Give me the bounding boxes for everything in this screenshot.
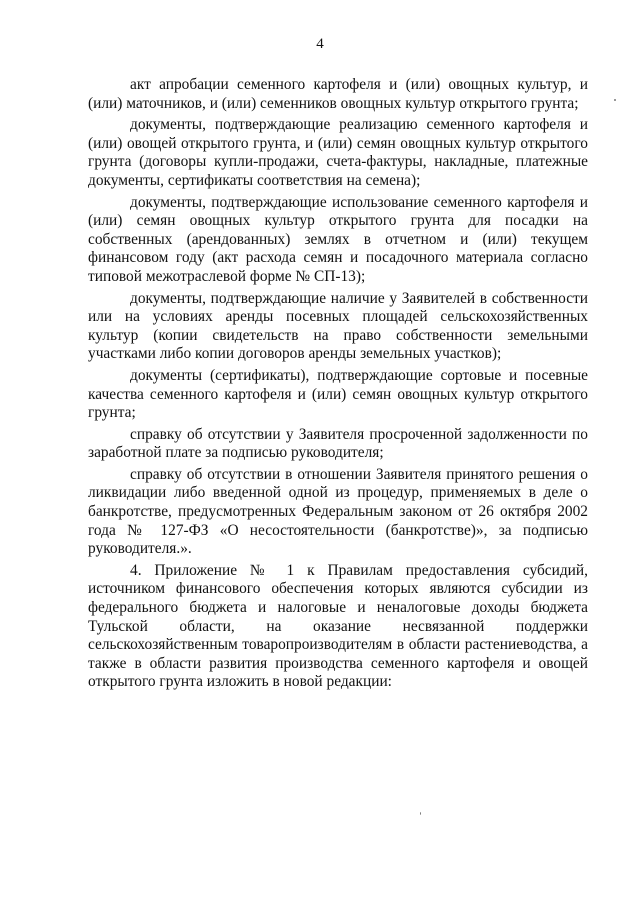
paragraph-certificates: документы (сертификаты), подтверждающие сортовые и посевные качества семенного картофеля и (или) семян овощных культур открытого грунта; [88,366,588,422]
paragraph-salary-debt-certificate: справку об отсутствии у Заявителя просроченной задолженности по заработной плате за подписью руководителя; [88,425,588,462]
paragraph-approbation-act: акт апробации семенного картофеля и (или) овощных культур, и (или) маточников, и (или) семенников овощных культур открытого грунта; [88,76,588,112]
paragraph-planting-documents: документы, подтверждающие использование семенного картофеля и (или) семян овощных культур открытого грунта для посадки на собственных (арендованных) землях в отчетном и (или) текущем финансовом году (акт расхода семян и посадочного материала согласно типовой межотраслевой форме № СП-13); [88,193,588,285]
scan-speck [420,812,421,815]
document-body [88,76,588,695]
paragraph-land-documents: документы, подтверждающие наличие у Заявителей в собственности или на условиях аренды посевных площадей сельскохозяйственных культур (копии свидетельств на право собственности земельными участками либо копии договоров аренды земельных участков); [88,289,588,363]
paragraph-bankruptcy-certificate: справку об отсутствии в отношении Заявителя принятого решения о ликвидации либо введенной одной из процедур, применяемых в деле о банкротстве, предусмотренных Федеральным законом от 26 октября 2002 года № 127-ФЗ «О несостоятельности (банкротстве)», за подписью руководителя.». [88,465,588,558]
page-number: 4 [316,36,324,52]
paragraph-appendix-amendment: 4. Приложение № 1 к Правилам предоставления субсидий, источником финансового обеспечения которых являются субсидии из федерального бюджета и налоговые и неналоговые доходы бюджета Тульской области, на оказание несвязанной поддержки сельскохозяйственным товаропроизводителям в области растениеводства, а также в области развития производства семенного картофеля и овощей открытого грунта изложить в новой редакции: [88,561,588,691]
paragraph-sales-documents: документы, подтверждающие реализацию семенного картофеля и (или) овощей открытого грунта, и (или) семян овощных культур открытого грунта (договоры купли-продажи, счета-фактуры, накладные, платежные документы, сертификаты соответствия на семена); [88,116,588,189]
scan-speck [614,99,616,101]
